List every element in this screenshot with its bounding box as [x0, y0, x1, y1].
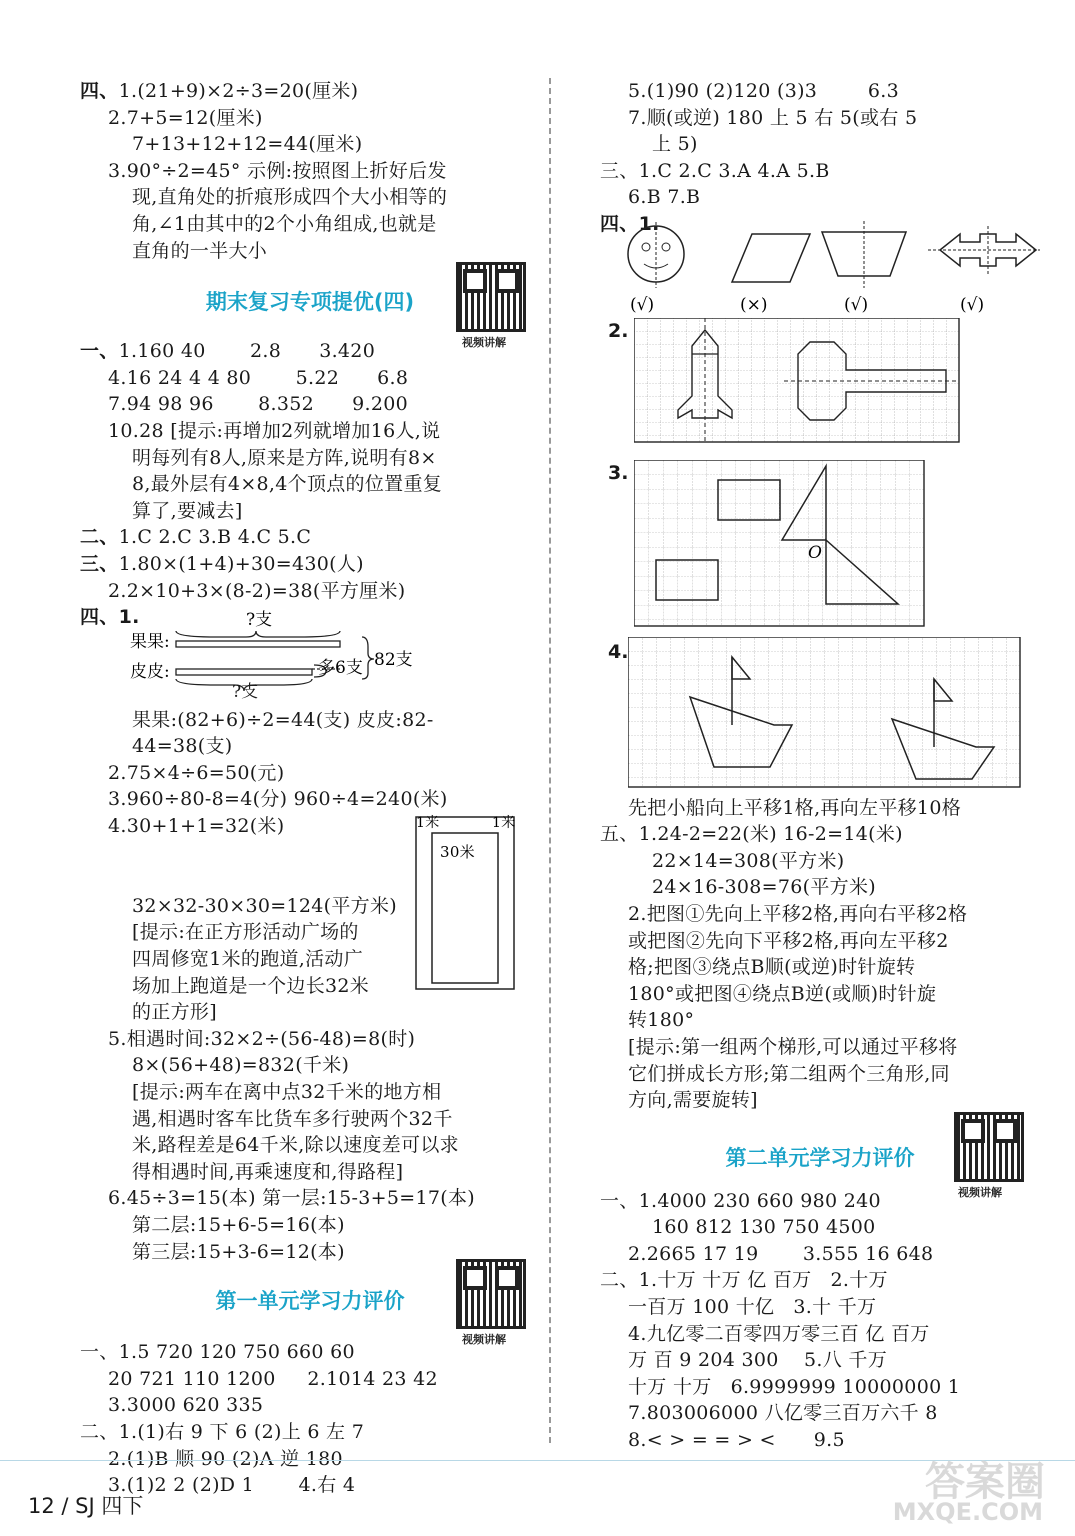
answer-line: 算了,要减去] — [132, 499, 243, 522]
mark-3: (√) — [844, 294, 869, 315]
answer-line: 7.94 98 96 8.352 9.200 — [108, 393, 408, 416]
answer-line: 一百万 100 十亿 3.十 千万 — [628, 1296, 877, 1319]
answer-line: 先把小船向上平移1格,再向左平移10格 — [628, 796, 962, 819]
footer-rule — [0, 1460, 1075, 1461]
answer-line: 8×(56+48)=832(千米) — [132, 1054, 350, 1077]
point-o-label: O — [808, 542, 822, 563]
qr-code-icon[interactable] — [954, 1112, 1024, 1182]
answer-line: 2.(1)B 顺 90 (2)A 逆 180 — [108, 1447, 343, 1470]
answer-line: 32×32-30×30=124(平方米) — [132, 894, 397, 917]
answer-line: 第二层:15+6-5=16(本) — [132, 1213, 345, 1236]
answer-line: 3.3000 620 335 — [108, 1394, 264, 1417]
answer-line: 场加上跑道是一个边长32米 — [132, 974, 370, 997]
answer-line: 四周修宽1米的跑道,活动广 — [132, 948, 364, 971]
qr-caption: 视频讲解 — [462, 336, 506, 350]
answer-line: 一、1.4000 230 660 980 240 — [600, 1189, 881, 1212]
column-divider — [549, 78, 551, 1443]
answer-line: 2.把图①先向上平移2格,再向右平移2格 — [628, 902, 968, 925]
diagram-bottom-label: ?支 — [232, 681, 259, 702]
answer-line: 万 百 9 204 300 5.八 千万 — [628, 1349, 888, 1372]
watermark-url: MXQE.COM — [892, 1498, 1043, 1526]
diagram-total-label: 82支 — [374, 649, 413, 670]
diagram-more-label: 多6支 — [318, 657, 363, 678]
answer-line: 三、1.C 2.C 3.A 4.A 5.B — [600, 159, 830, 182]
qr-caption: 视频讲解 — [462, 1333, 506, 1347]
answer-line: 四、1. — [600, 212, 660, 235]
answer-line: 果果:(82+6)÷2=44(支) 皮皮:82- — [132, 708, 434, 731]
width-label-left: 1米 — [416, 815, 440, 832]
answer-line: 遇,相遇时客车比货车多行驶两个32千 — [132, 1107, 453, 1130]
answer-line: 二、1.十万 十万 亿 百万 2.十万 — [600, 1269, 888, 1292]
diagram-guo-label: 果果: — [130, 631, 170, 652]
answer-line: 的正方形] — [132, 1001, 217, 1024]
section-title: 期末复习专项提优(四) 视频讲解 — [80, 276, 540, 328]
watermark-logo: 答案圈 — [925, 1459, 1045, 1505]
answer-line: 它们拼成长方形;第二组两个三角形,同 — [628, 1062, 950, 1085]
answer-line: 转180° — [628, 1009, 695, 1032]
answer-line: 8.< > = = > < 9.5 — [628, 1429, 845, 1452]
answer-line: 180°或把图④绕点B逆(或顺)时针旋 — [628, 982, 937, 1005]
section-title: 第一单元学习力评价 视频讲解 — [80, 1275, 540, 1327]
answer-line: 2.2665 17 19 3.555 16 648 — [628, 1242, 934, 1265]
answer-line: 5.相遇时间:32×2÷(56-48)=8(时) — [108, 1027, 416, 1050]
answer-line: 一、1.160 40 2.8 3.420 — [80, 340, 376, 363]
page-footer: 12 / SJ 四下 — [28, 1494, 144, 1518]
answer-line: 得相遇时间,再乘速度和,得路程] — [132, 1160, 404, 1183]
answer-line: 或把图②先向下平移2格,再向左平移2 — [628, 929, 949, 952]
left-column — [80, 78, 540, 1499]
section-title: 第二单元学习力评价 视频讲解 — [600, 1132, 1040, 1184]
answer-line: 一、1.5 720 120 750 660 60 — [80, 1341, 355, 1364]
answer-line: 7.803006000 八亿零三百万六千 8 — [628, 1402, 938, 1425]
answer-line: 上 5) — [652, 133, 698, 156]
answer-line: 4.九亿零二百零四万零三百 亿 百万 — [628, 1322, 930, 1345]
answer-line: 6.45÷3=15(本) 第一层:15-3+5=17(本) — [108, 1187, 475, 1210]
answer-line: 四、1. — [80, 606, 140, 629]
answer-line: 10.28 [提示:再增加2列就增加16人,说 — [108, 419, 441, 442]
right-column — [600, 78, 1040, 1454]
answer-line: 7+13+12+12=44(厘米) — [132, 133, 363, 156]
grid-figure-2: 2. — [600, 320, 1040, 450]
answer-line: 2.7+5=12(厘米) — [108, 106, 263, 129]
answer-line: 3.(1)2 2 (2)D 1 4.右 4 — [108, 1474, 356, 1497]
answer-line: 2.2×10+3×(8-2)=38(平方厘米) — [108, 579, 406, 602]
answer-line: 3.960÷80-8=4(分) 960÷4=240(米) — [108, 788, 448, 811]
answer-line: 米,路程差是64千米,除以速度差可以求 — [132, 1134, 459, 1157]
mark-4: (√) — [960, 294, 985, 315]
line-segment-diagram — [80, 607, 540, 687]
answer-line: 明每列有8人,原来是方阵,说明有8× — [132, 446, 437, 469]
answer-line: 4.16 24 4 4 80 5.22 6.8 — [108, 366, 409, 389]
answer-line: 160 812 130 750 4500 — [652, 1216, 876, 1239]
answer-line: 5.(1)90 (2)120 (3)3 6.3 — [628, 80, 900, 102]
diagram-pi-label: 皮皮: — [130, 661, 170, 682]
answer-line: 3.90°÷2=45° 示例:按照图上折好后发 — [108, 159, 447, 182]
answer-line: 22×14=308(平方米) — [652, 849, 845, 872]
answer-line: 三、1.80×(1+4)+30=430(人) — [80, 552, 364, 575]
answer-line: 24×16-308=76(平方米) — [652, 876, 876, 899]
answer-line: [提示:第一组两个梯形,可以通过平移将 — [628, 1035, 958, 1058]
grid-figure-4: 4. — [600, 637, 1040, 795]
answer-line: 方向,需要旋转] — [628, 1089, 758, 1112]
answer-line: 7.顺(或逆) 180 上 5 右 5(或右 5 — [628, 106, 918, 129]
answer-line: 8,最外层有4×8,4个顶点的位置重复 — [132, 473, 443, 496]
answer-line: 4.30+1+1=32(米) 1米 1米 30米 — [80, 813, 540, 893]
answer-line: 44=38(支) — [132, 735, 233, 758]
answer-line: 角,∠1由其中的2个小角组成,也就是 — [132, 212, 437, 235]
symmetry-figures — [600, 220, 1040, 320]
answer-line: 五、1.24-2=22(米) 16-2=14(米) — [600, 823, 903, 846]
answer-line: 二、1.C 2.C 3.B 4.C 5.C — [80, 526, 312, 549]
mark-2: (×) — [740, 294, 768, 315]
square-plaza-figure — [410, 809, 520, 999]
answer-line: 格;把图③绕点B顺(或逆)时针旋转 — [628, 956, 916, 979]
qr-code-icon[interactable] — [456, 1259, 526, 1329]
answer-line: [提示:在正方形活动广场的 — [132, 921, 359, 944]
answer-line: 6.B 7.B — [628, 186, 701, 209]
diagram-top-label: ?支 — [246, 609, 273, 630]
answer-line: 二、1.(1)右 9 下 6 (2)上 6 左 7 — [80, 1420, 365, 1443]
center-label: 30米 — [440, 843, 475, 862]
answer-line: 直角的一半大小 — [132, 239, 268, 262]
grid-figure-3: 3. O — [600, 458, 1040, 633]
answer-line: 2.75×4÷6=50(元) — [108, 761, 285, 784]
answer-line: 现,直角处的折痕形成四个大小相等的 — [132, 186, 448, 209]
answer-line: 第三层:15+3-6=12(本) — [132, 1240, 345, 1263]
qr-caption: 视频讲解 — [958, 1185, 1002, 1199]
answer-line: 十万 十万 6.9999999 10000000 1 — [628, 1375, 961, 1398]
width-label-right: 1米 — [492, 815, 516, 832]
answer-line: 20 721 110 1200 2.1014 23 42 — [108, 1367, 438, 1390]
answer-line: 四、1.(21+9)×2÷3=20(厘米) — [80, 80, 359, 102]
qr-code-icon[interactable] — [456, 262, 526, 332]
answer-line: [提示:两车在离中点32千米的地方相 — [132, 1081, 442, 1103]
mark-1: (√) — [630, 294, 655, 315]
